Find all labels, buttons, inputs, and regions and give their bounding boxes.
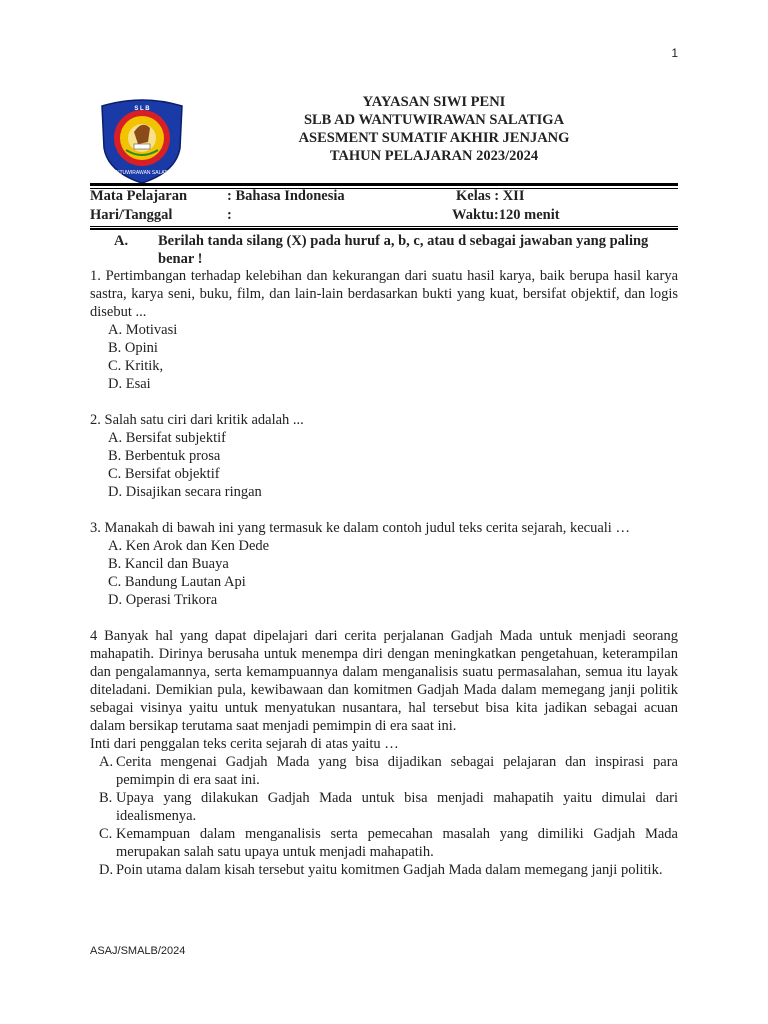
option-d: D. Disajikan secara ringan [108,484,262,500]
option-b: B. Opini [108,340,158,356]
section-number: A. [114,233,129,249]
option-d: D. Esai [108,376,151,392]
option-b: B. Berbentuk prosa [108,448,221,464]
option-b: B. Kancil dan Buaya [108,556,229,572]
question-1 [90,267,678,393]
option-letter: D. [99,862,114,878]
option-c: C. Bandung Lautan Api [108,574,246,590]
date-value: : [227,207,232,223]
question-4 [90,627,678,879]
question-passage: 4 Banyak hal yang dapat dipelajari dari cerita perjalanan Gadjah Mada untuk menjadi seorang mahapatih. Dirinya berusaha untuk menempa diri dengan meningkatkan pengetahuan, keterampilan dan pengalamannya, serta kemampuannya dalam menganalisis suatu permasalahan, semua itu layak diteladani. Demikian pula, kewibawaan dan komitmen Gadjah Mada dalam memegang janji politik sebagai visinya yaitu untuk menyatukan nusantara, hal tersebut bisa kita jadikan sebagai acuan dalam bersikap terutama saat menjadi pemimpin di era saat ini. [90,628,678,734]
question-text: 2. Salah satu ciri dari kritik adalah ... [90,412,304,428]
option-c: C. Bersifat objektif [108,466,220,482]
subject-value: : Bahasa Indonesia [227,188,345,204]
option-list [90,429,678,501]
page-number: 1 [671,46,678,60]
option-letter: A. [99,754,114,770]
footer-code: ASAJ/SMALB/2024 [90,945,186,957]
info-row-subject [90,188,678,207]
option-d: D. Operasi Trikora [108,592,218,608]
time-info: Waktu:120 menit [452,207,560,223]
option-b [90,789,678,825]
option-text: Poin utama dalam kisah tersebut yaitu komitmen Gadjah Mada dalam memegang janji politik. [116,862,663,878]
question-3 [90,519,678,609]
option-a: A. Bersifat subjektif [108,430,226,446]
question-text: 1. Pertimbangan terhadap kelebihan dan kekurangan dari suatu hasil karya, baik berupa hasil karya sastra, karya seni, buku, film, dan lain-lain berdasarkan bukti yang kuat, bersifat objektif, dan logis disebut ... [90,268,678,320]
header-foundation: YAYASAN SIWI PENI [362,94,506,110]
option-letter: B. [99,790,113,806]
option-list [90,321,678,393]
option-a [90,753,678,789]
option-list [90,753,678,879]
spacer [90,393,678,411]
option-c: C. Kritik, [108,358,164,374]
option-list [90,537,678,609]
logo-top-text: S L B [134,106,150,112]
info-row-date [90,207,678,226]
header-divider-thick [90,183,678,186]
logo-bottom-text: WANTUWIRAWAN SALATIGA [108,170,176,176]
document-header [200,93,668,165]
section-a [90,232,678,268]
option-text: Kemampuan dalam menganalisis serta pemecahan masalah yang dimiliki Gadjah Mada merupakan salah satu upaya untuk menjadi mahapatih. [116,826,678,860]
option-a: A. Motivasi [108,322,178,338]
option-c [90,825,678,861]
questions [90,267,678,879]
question-prompt: Inti dari penggalan teks cerita sejarah di atas yaitu … [90,736,399,752]
school-logo [98,98,186,184]
option-text: Upaya yang dilakukan Gadjah Mada untuk bisa menjadi mahapatih yaitu dimulai dari idealismenya. [116,790,678,824]
header-academic-year: TAHUN PELAJARAN 2023/2024 [329,148,539,164]
question-text: 3. Manakah di bawah ini yang termasuk ke dalam contoh judul teks cerita sejarah, kecuali … [90,520,630,536]
header-school: SLB AD WANTUWIRAWAN SALATIGA [303,112,565,128]
spacer [90,501,678,519]
spacer [90,609,678,627]
section-instruction: Berilah tanda silang (X) pada huruf a, b, c, atau d sebagai jawaban yang paling benar ! [158,233,649,267]
class-info: Kelas : XII [456,188,525,204]
option-text: Cerita mengenai Gadjah Mada yang bisa dijadikan sebagai pelajaran dan inspirasi para pemimpin di era saat ini. [116,754,678,788]
option-letter: C. [99,826,113,842]
option-d [90,861,678,879]
exam-info [90,188,678,226]
option-a: A. Ken Arok dan Ken Dede [108,538,270,554]
question-2 [90,411,678,501]
info-divider-thin [90,226,678,227]
info-divider-thick [90,228,678,230]
header-exam-title: ASESMENT SUMATIF AKHIR JENJANG [298,130,570,146]
subject-label: Mata Pelajaran [90,188,188,204]
date-label: Hari/Tanggal [90,207,173,223]
